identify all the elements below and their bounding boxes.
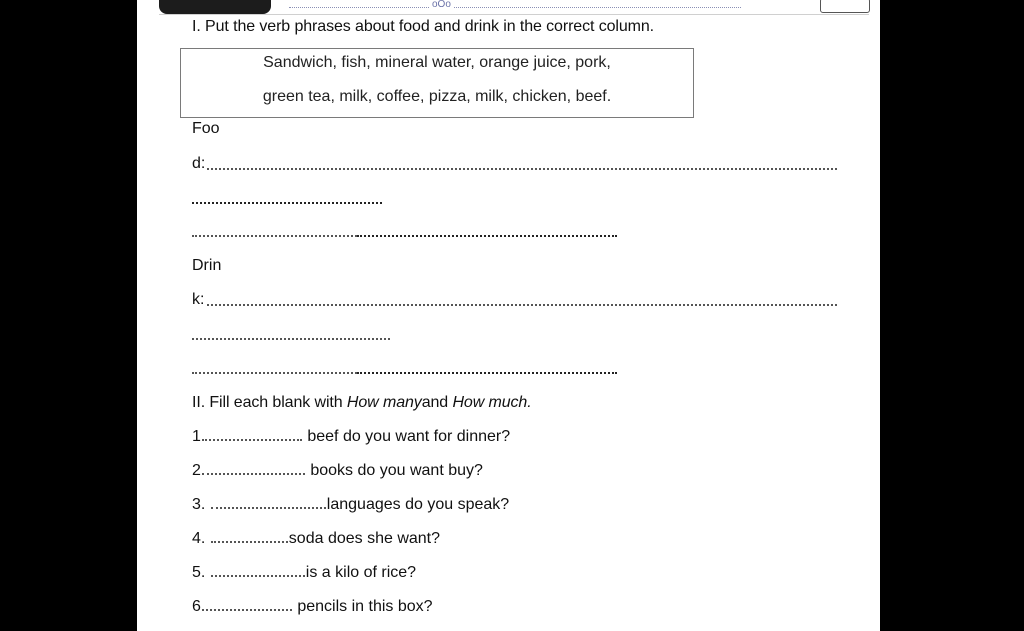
header-rule bbox=[159, 14, 869, 15]
question-text: languages do you speak? bbox=[326, 496, 510, 513]
section-1-title: I. Put the verb phrases about food and drink in the correct column. bbox=[192, 18, 655, 35]
drink-answer-line-2[interactable] bbox=[192, 338, 390, 340]
answer-blank[interactable] bbox=[202, 473, 305, 475]
question-1 bbox=[192, 427, 510, 447]
question-2 bbox=[192, 461, 483, 481]
word-box-line-2: green tea, milk, coffee, pizza, milk, chicken, beef. bbox=[262, 88, 612, 105]
answer-blank[interactable] bbox=[202, 609, 292, 611]
drink-answer-line-1[interactable] bbox=[207, 304, 837, 306]
question-5 bbox=[192, 563, 416, 583]
question-number: 3. bbox=[192, 496, 210, 513]
how-much-phrase: How much. bbox=[452, 394, 532, 411]
word-box-line-1: Sandwich, fish, mineral water, orange juice, pork, bbox=[263, 54, 611, 71]
question-text: books do you want buy? bbox=[305, 462, 483, 479]
question-number: 1 bbox=[192, 428, 201, 445]
answer-blank[interactable] bbox=[202, 439, 302, 441]
drink-answer-line-3b[interactable] bbox=[357, 372, 617, 374]
toolbar-button[interactable] bbox=[820, 0, 870, 13]
section-2-title bbox=[192, 393, 532, 413]
question-6 bbox=[192, 597, 433, 617]
food-label-part1: Foo bbox=[192, 120, 220, 137]
question-number: 5. bbox=[192, 564, 210, 581]
worksheet-page bbox=[137, 0, 880, 631]
question-text: pencils in this box? bbox=[292, 598, 433, 615]
header-logo: oOo bbox=[432, 0, 451, 10]
and-word: and bbox=[421, 394, 453, 411]
food-answer-line-1[interactable] bbox=[207, 168, 837, 170]
word-box bbox=[180, 48, 694, 118]
drink-answer-line-3a[interactable] bbox=[192, 372, 357, 374]
question-number: 6 bbox=[192, 598, 201, 615]
header-divider bbox=[289, 7, 741, 8]
how-many-phrase: How many bbox=[346, 394, 422, 411]
question-text: is a kilo of rice? bbox=[305, 564, 417, 581]
question-text: soda does she want? bbox=[288, 530, 441, 547]
toolbar-tab[interactable] bbox=[159, 0, 271, 14]
answer-blank[interactable] bbox=[211, 507, 326, 509]
section-2-title-prefix: II. Fill each blank with bbox=[192, 394, 347, 411]
question-4 bbox=[192, 529, 440, 549]
food-answer-line-3a[interactable] bbox=[192, 235, 357, 237]
answer-blank[interactable] bbox=[211, 541, 288, 543]
question-number: 4. bbox=[192, 530, 210, 547]
answer-blank[interactable] bbox=[211, 575, 305, 577]
drink-label-part1: Drin bbox=[192, 257, 222, 274]
food-answer-line-2[interactable] bbox=[192, 202, 382, 204]
question-text: beef do you want for dinner? bbox=[302, 428, 511, 445]
question-3 bbox=[192, 495, 509, 515]
drink-label-part2: k: bbox=[192, 291, 205, 308]
question-number: 2 bbox=[192, 462, 201, 479]
food-label-part2: d: bbox=[192, 155, 206, 172]
food-answer-line-3b[interactable] bbox=[357, 235, 617, 237]
